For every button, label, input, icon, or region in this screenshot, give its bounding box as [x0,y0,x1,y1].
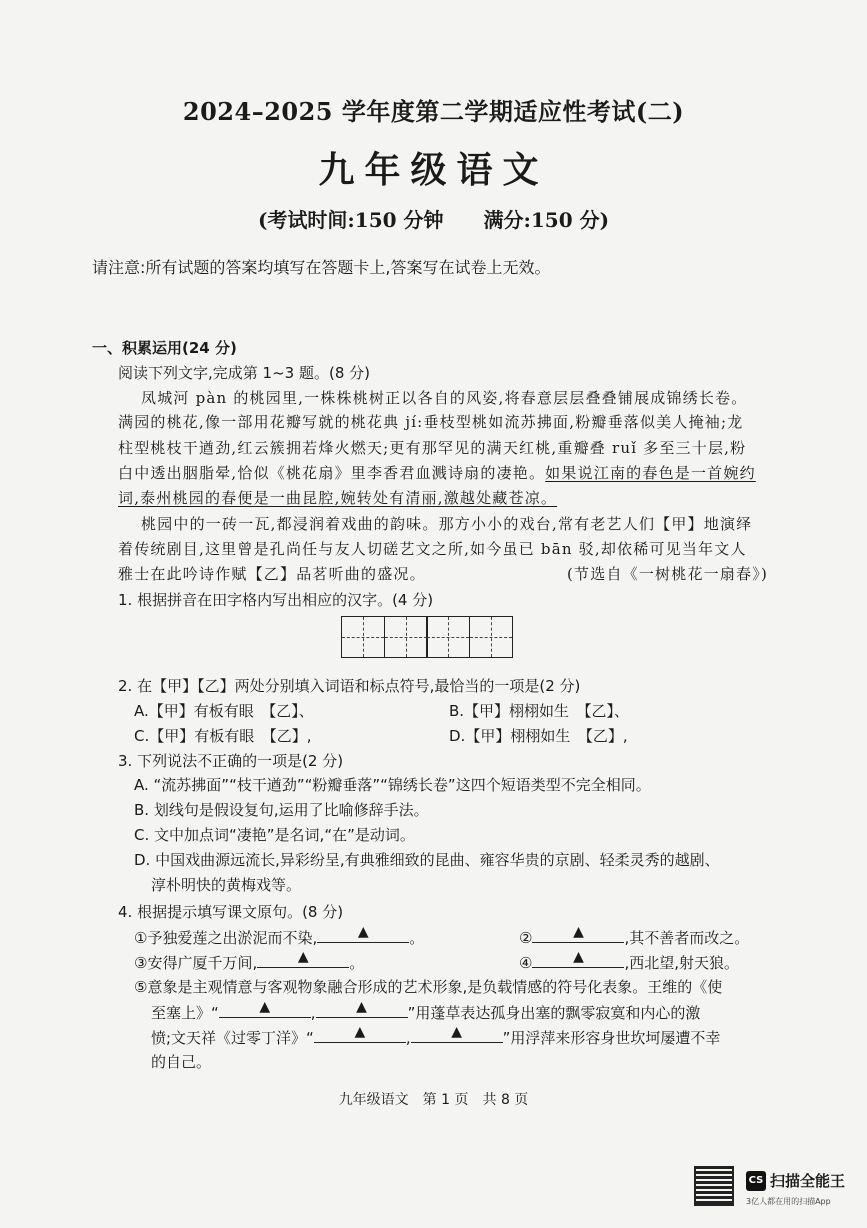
q2-option-c: C.【甲】有板有眼 【乙】, [134,727,312,745]
scanner-tagline: 3亿人都在用的扫描App [746,1197,831,1206]
q3-option-c: C. 文中加点词“凄艳”是名词,“在”是动词。 [134,826,415,844]
q4-item-5-text: 愤;文天祥《过零丁洋》“ [151,1029,314,1047]
section-intro: 阅读下列文字,完成第 1~3 题。(8 分) [118,364,370,382]
answer-blank [314,1026,406,1043]
answer-blank [219,1001,311,1018]
grid-cell [341,616,385,658]
q4-item-5-line3 [151,1026,720,1048]
page-footer: 九年级语文 第 1 页 共 8 页 [338,1092,529,1108]
passage-line: 满园的桃花,像一部用花瓣写就的桃花典 jí:垂枝型桃如流苏拂面,粉瓣垂落似美人掩袖;龙 [118,413,744,431]
exam-info: (考试时间:150 分钟 满分:150 分) [257,208,610,232]
answer-blank [532,951,624,968]
q4-item-5-text: , [405,1029,411,1047]
blank-marker-icon: ▲ [259,999,271,1015]
grid-cell [384,616,428,658]
q4-item-2-num: ② [519,929,533,947]
qr-code-icon [694,1166,734,1206]
scanner-brand: 扫描全能王 [770,1172,846,1190]
underlined-sentence-part2: 词,泰州桃园的春便是一曲昆腔,婉转处有清丽,激越处藏苍凉。 [118,489,558,507]
section-heading: 一、积累运用(24 分) [92,339,237,357]
answer-blank [411,1026,503,1043]
question-4: 4. 根据提示填写课文原句。(8 分) [118,903,344,921]
blank-marker-icon: ▲ [297,949,309,965]
q2-option-b: B.【甲】栩栩如生 【乙】、 [449,702,630,720]
passage-line: 柱型桃枝干遒劲,红云簇拥若烽火燃天;更有那罕见的满天红桃,重瓣叠 ruǐ 多至三十层,粉 [118,439,747,457]
q4-item-5-text: , [310,1004,316,1022]
answer-blank [257,951,349,968]
passage-line: 桃园中的一砖一瓦,都浸润着戏曲的韵味。那方小小的戏台,常有老艺人们【甲】地演绎 [141,515,753,533]
blank-marker-icon: ▲ [573,949,584,965]
passage-line: 凤城河 pàn 的桃园里,一株株桃树正以各自的风姿,将春意层层叠叠铺展成锦绣长卷。 [141,389,748,407]
grid-cell [426,616,470,658]
q4-item-5-line4: 的自己。 [151,1053,212,1071]
q3-option-d: D. 中国戏曲源远流长,异彩纷呈,有典雅细致的昆曲、雍容华贵的京剧、轻柔灵秀的越剧、 [134,851,720,869]
question-2: 2. 在【甲】【乙】两处分别填入词语和标点符号,最恰当的一项是(2 分) [118,677,581,695]
q4-item-1-text: ①予独爱莲之出淤泥而不染, [134,929,318,947]
blank-marker-icon: ▲ [573,924,584,940]
q4-item-4-end: ,西北望,射天狼。 [624,954,739,972]
q4-item-2-end: ,其不善者而改之。 [624,929,750,947]
q4-item-5-line2 [151,1001,700,1023]
tianzige-grid [341,616,511,658]
passage-line [118,462,756,483]
q2-option-a: A.【甲】有板有眼 【乙】、 [134,702,314,720]
question-1: 1. 根据拼音在田字格内写出相应的汉字。(4 分) [118,591,434,609]
subject-title: 九年级语文 [318,149,549,191]
answer-blank [317,926,409,943]
q4-item-3-text: ③安得广厦千万间, [134,954,258,972]
q4-item-5-text: ”用浮萍来形容身世坎坷屡遭不幸 [502,1029,721,1047]
q4-item-1-end: 。 [409,929,425,947]
passage-line: 雅士在此吟诗作赋【乙】品茗听曲的盛况。 [118,565,426,583]
answer-blank [316,1001,408,1018]
blank-marker-icon: ▲ [356,999,367,1015]
exam-title: 2024–2025 学年度第二学期适应性考试(二) [182,97,685,126]
q4-item-5-text: ”用蓬草表达孤身出塞的飘零寂寞和内心的激 [407,1004,701,1022]
passage-text: 白中透出胭脂晕,恰似《桃花扇》里李香君血溅诗扇的凄艳。 [118,464,546,482]
camscanner-logo: CS [746,1171,766,1191]
q4-item-3 [134,951,364,973]
passage-source: (节选自《一树桃花一扇春》) [567,565,769,583]
q4-item-5-line1: ⑤意象是主观情意与客观物象融合形成的艺术形象,是负载情感的符号化表象。王维的《使 [134,978,723,996]
grid-cell [469,616,513,658]
notice: 请注意:所有试题的答案均填写在答题卡上,答案写在试卷上无效。 [92,258,551,277]
blank-marker-icon: ▲ [354,1024,366,1040]
underlined-sentence-part1: 如果说江南的春色是一首婉约 [545,464,756,482]
q4-item-3-end: 。 [349,954,365,972]
q2-option-d: D.【甲】栩栩如生 【乙】, [449,727,628,745]
question-3: 3. 下列说法不正确的一项是(2 分) [118,752,344,770]
q3-option-d-cont: 淳朴明快的黄梅戏等。 [151,876,302,894]
q4-item-1 [134,926,424,948]
q3-option-b: B. 划线句是假设复句,运用了比喻修辞手法。 [134,801,429,819]
q4-item-4-num: ④ [519,954,533,972]
q4-item-5-text: 至塞上》“ [151,1004,219,1022]
blank-marker-icon: ▲ [357,924,369,940]
q4-item-2 [519,926,749,948]
passage-line: 着传统剧目,这里曾是孔尚任与友人切磋艺文之所,如今虽已 bān 驳,却依稀可见当年文人 [118,540,747,558]
q4-item-4 [519,951,739,973]
blank-marker-icon: ▲ [451,1024,462,1040]
answer-blank [532,926,624,943]
q3-option-a: A. “流苏拂面”“枝干遒劲”“粉瓣垂落”“锦绣长卷”这四个短语类型不完全相同。 [134,776,651,794]
